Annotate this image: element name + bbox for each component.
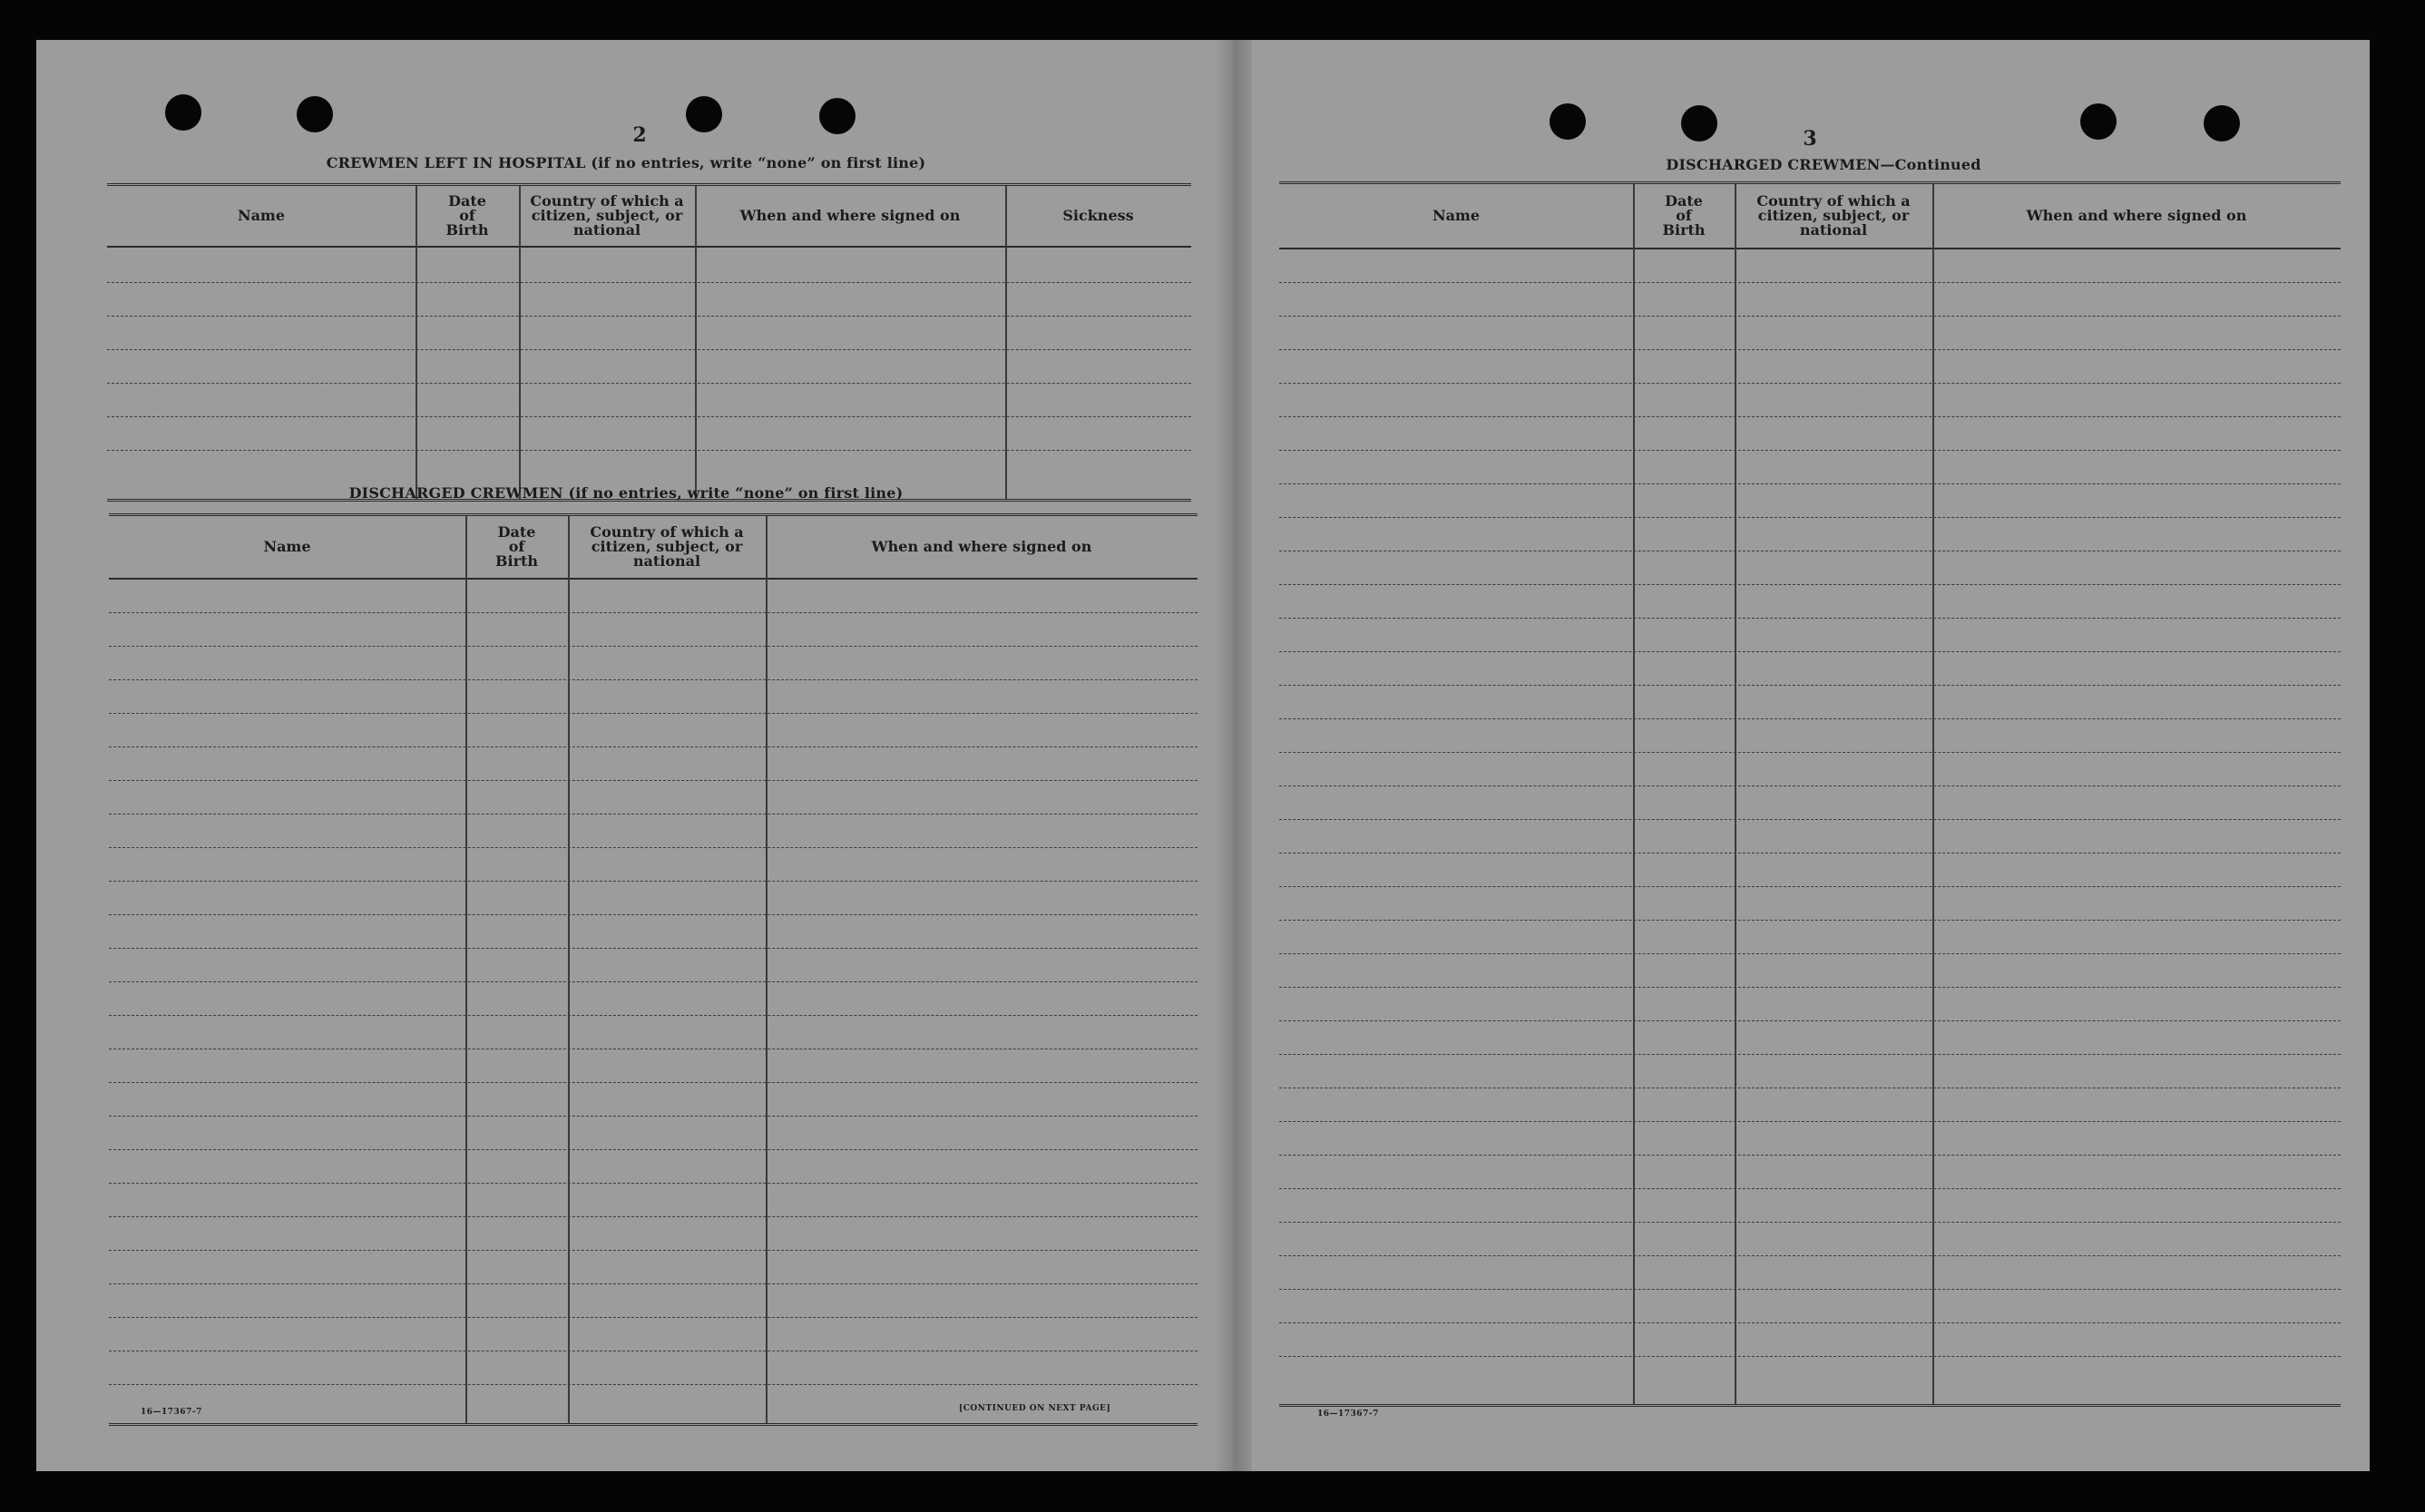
blank-entry-row: [109, 746, 1198, 747]
column-header-date-of-birth: Date of Birth: [494, 523, 539, 570]
blank-entry-row: [1279, 584, 2341, 585]
blank-entry-row: [1279, 483, 2341, 484]
column-divider: [465, 516, 467, 1423]
column-divider: [766, 516, 768, 1423]
hospital-table: [107, 183, 1191, 502]
discharged-continued-table-header: [1279, 184, 2341, 249]
blank-entry-row: [1279, 987, 2341, 988]
document-sheet: [36, 40, 2370, 1471]
blank-entry-row: [107, 282, 1191, 283]
blank-entry-row: [1279, 1222, 2341, 1223]
blank-entry-row: [109, 914, 1198, 915]
column-header-signed-on: When and where signed on: [2026, 207, 2247, 224]
punch-hole: [686, 96, 722, 132]
punch-hole: [1681, 105, 1717, 141]
blank-entry-row: [107, 316, 1191, 317]
blank-entry-row: [1279, 618, 2341, 619]
column-header-date-of-birth: Date of Birth: [445, 192, 489, 239]
blank-entry-row: [1279, 316, 2341, 317]
column-header-name: Name: [237, 207, 286, 224]
blank-entry-row: [109, 780, 1198, 781]
page-number-left: 2: [632, 123, 647, 147]
blank-entry-row: [1279, 450, 2341, 451]
column-divider: [695, 186, 697, 499]
punch-hole: [2080, 103, 2117, 140]
column-header-country: Country of which a citizen, subject, or national: [530, 192, 684, 239]
page-fold: [1216, 40, 1252, 1471]
blank-entry-row: [1279, 920, 2341, 921]
column-header-date-of-birth: Date of Birth: [1662, 192, 1706, 239]
blank-entry-row: [1279, 718, 2341, 719]
blank-entry-row: [109, 646, 1198, 647]
column-divider: [519, 186, 521, 499]
blank-entry-row: [109, 679, 1198, 680]
column-header-signed-on: When and where signed on: [871, 538, 1092, 555]
blank-entry-row: [109, 713, 1198, 714]
blank-entry-row: [1279, 1121, 2341, 1122]
blank-entry-row: [1279, 651, 2341, 652]
blank-entry-row: [1279, 282, 2341, 283]
blank-entry-row: [109, 1250, 1198, 1251]
punch-hole: [819, 98, 856, 134]
discharged-continued-title: DISCHARGED CREWMEN—Continued: [1666, 156, 1981, 173]
column-header-sickness: Sickness: [1062, 207, 1134, 224]
blank-entry-row: [1279, 1289, 2341, 1290]
blank-entry-row: [109, 1384, 1198, 1385]
blank-entry-row: [109, 612, 1198, 613]
blank-entry-row: [107, 349, 1191, 350]
discharged-section-title: DISCHARGED CREWMEN (if no entries, write “none” on first line): [348, 484, 904, 502]
blank-entry-row: [109, 1283, 1198, 1284]
column-header-country: Country of which a citizen, subject, or national: [590, 523, 744, 570]
blank-entry-row: [109, 847, 1198, 848]
blank-entry-row: [107, 450, 1191, 451]
blank-entry-row: [1279, 416, 2341, 417]
discharged-table: [109, 513, 1198, 1426]
column-divider: [1005, 186, 1007, 499]
punch-hole: [2204, 105, 2240, 141]
blank-entry-row: [1279, 685, 2341, 686]
blank-entry-row: [1279, 953, 2341, 954]
continued-note: [CONTINUED ON NEXT PAGE]: [959, 1404, 1111, 1413]
blank-entry-row: [109, 1317, 1198, 1318]
blank-entry-row: [1279, 517, 2341, 518]
blank-entry-row: [1279, 1255, 2341, 1256]
blank-entry-row: [109, 1116, 1198, 1117]
discharged-table-header: [109, 516, 1198, 580]
form-code-right: 16—17367-7: [1317, 1410, 1379, 1419]
page-number-right: 3: [1803, 127, 1817, 151]
column-divider: [416, 186, 417, 499]
hospital-section-title: CREWMEN LEFT IN HOSPITAL (if no entries, write “none” on first line): [326, 154, 926, 171]
blank-entry-row: [107, 383, 1191, 384]
blank-entry-row: [1279, 752, 2341, 753]
blank-entry-row: [1279, 785, 2341, 786]
discharged-continued-table: [1279, 181, 2341, 1407]
column-header-signed-on: When and where signed on: [739, 207, 961, 224]
blank-entry-row: [1279, 853, 2341, 854]
blank-entry-row: [1279, 819, 2341, 820]
blank-entry-row: [109, 1015, 1198, 1016]
column-header-name: Name: [263, 538, 311, 555]
form-code-left: 16—17367-7: [141, 1408, 202, 1417]
blank-entry-row: [1279, 1356, 2341, 1357]
blank-entry-row: [107, 416, 1191, 417]
blank-entry-row: [1279, 349, 2341, 350]
blank-entry-row: [109, 814, 1198, 815]
blank-entry-row: [109, 948, 1198, 949]
blank-entry-row: [109, 1082, 1198, 1083]
punch-hole: [297, 96, 333, 132]
blank-entry-row: [1279, 886, 2341, 887]
blank-entry-row: [1279, 1188, 2341, 1189]
column-header-country: Country of which a citizen, subject, or national: [1756, 192, 1911, 239]
blank-entry-row: [109, 1216, 1198, 1217]
blank-entry-row: [109, 881, 1198, 882]
punch-hole: [165, 94, 201, 131]
column-divider: [568, 516, 570, 1423]
blank-entry-row: [1279, 1322, 2341, 1323]
blank-entry-row: [109, 1183, 1198, 1184]
blank-entry-row: [1279, 1155, 2341, 1156]
punch-hole: [1550, 103, 1586, 140]
column-header-name: Name: [1432, 207, 1481, 224]
hospital-table-header: [107, 186, 1191, 248]
blank-entry-row: [1279, 1020, 2341, 1021]
blank-entry-row: [109, 1149, 1198, 1150]
blank-entry-row: [1279, 1054, 2341, 1055]
blank-entry-row: [109, 981, 1198, 982]
blank-entry-row: [1279, 383, 2341, 384]
